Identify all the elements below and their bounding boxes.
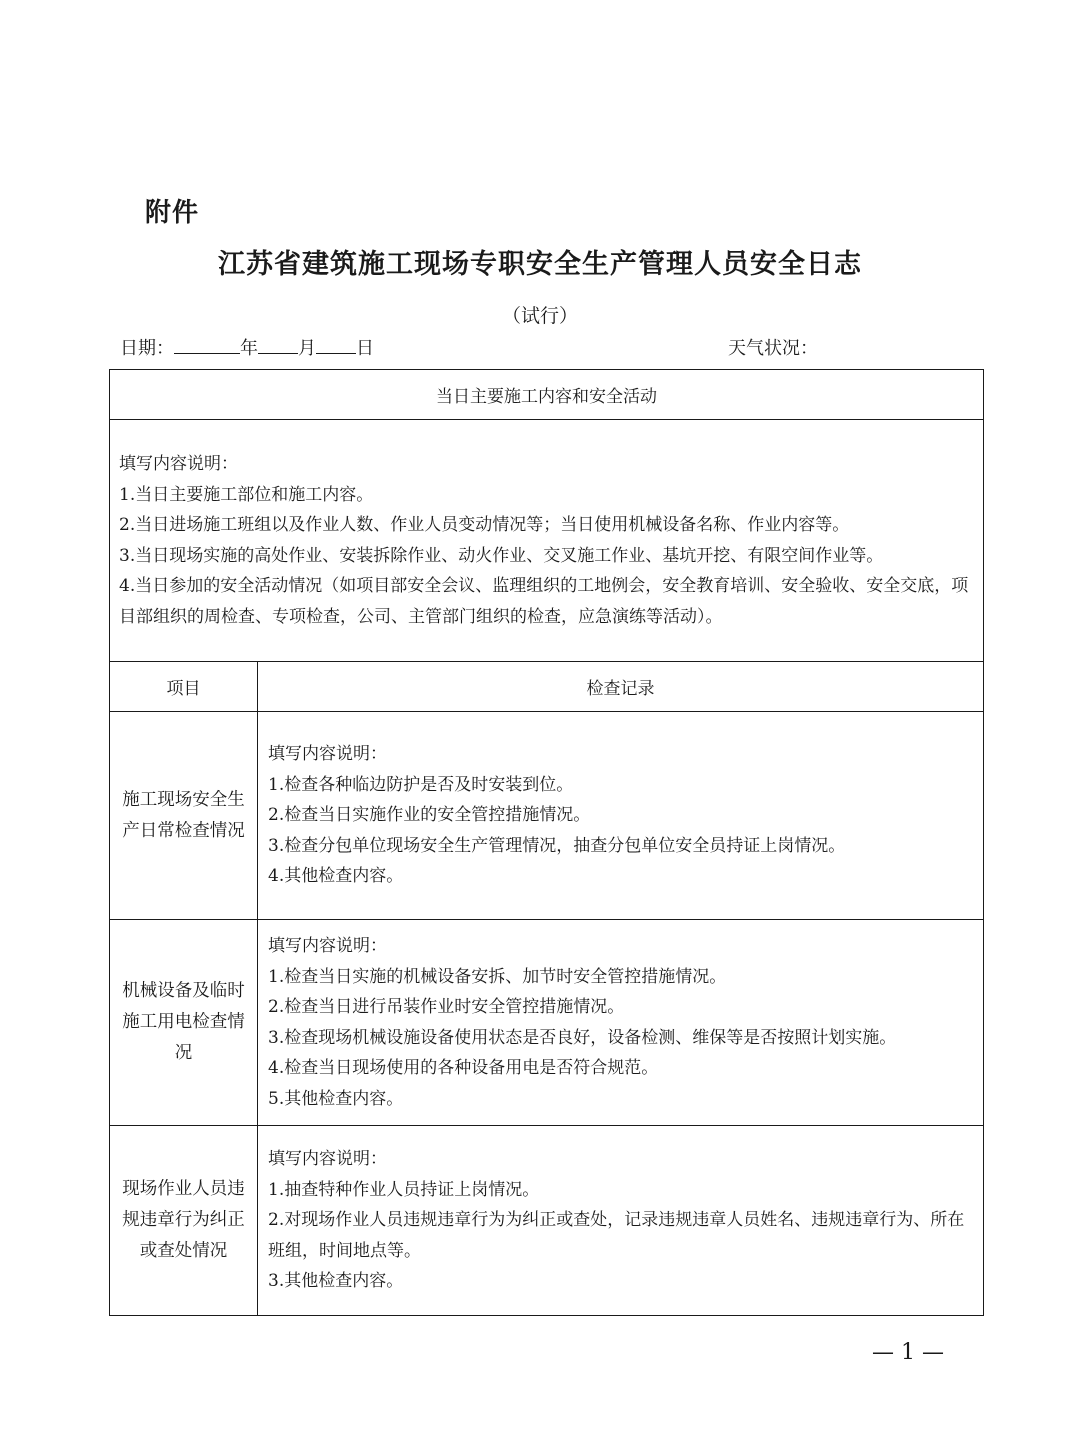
instruction-line: 3.当日现场实施的高处作业、安装拆除作业、动火作业、交叉施工作业、基坑开挖、有限空间作业等。: [119, 545, 884, 566]
instruction-line: 1.检查当日实施的机械设备安拆、加节时安全管控措施情况。: [268, 966, 727, 987]
column-header-item: 项目: [110, 662, 258, 712]
instruction-title: 填写内容说明：: [268, 936, 387, 956]
year-blank[interactable]: [174, 335, 240, 354]
table-row: [110, 1126, 984, 1316]
check-table-header-row: [110, 662, 984, 712]
instruction-line: 5.其他检查内容。: [268, 1088, 404, 1109]
main-heading-row: [110, 370, 984, 420]
instruction-line: 2.当日进场施工班组以及作业人数、作业人员变动情况等；当日使用机械设备名称、作业内容等。: [119, 515, 850, 535]
year-label: 年: [240, 338, 258, 359]
instruction-line: 4.当日参加的安全活动情况（如项目部安全会议、监理组织的工地例会，安全教育培训、安全验收、安全交底，项目部组织的周检查、专项检查，公司、主管部门组织的检查，应急演练等活动）。: [119, 576, 969, 627]
instruction-line: 1.抽查特种作业人员持证上岗情况。: [268, 1179, 540, 1200]
row-record-cell[interactable]: [258, 920, 984, 1126]
row-record-cell[interactable]: [258, 712, 984, 920]
table-row: [110, 920, 984, 1126]
instruction-title: 填写内容说明：: [119, 454, 238, 474]
instruction-line: 3.检查分包单位现场安全生产管理情况，抽查分包单位安全员持证上岗情况。: [268, 835, 846, 856]
row-item-label: 现场作业人员违规违章行为纠正或查处情况: [110, 1126, 258, 1316]
instruction-title: 填写内容说明：: [268, 1149, 387, 1170]
column-header-record: 检查记录: [258, 662, 984, 712]
safety-log-table: [109, 369, 984, 1316]
row-item-label: 施工现场安全生产日常检查情况: [110, 712, 258, 920]
instruction-title: 填写内容说明：: [268, 744, 387, 765]
document-title: 江苏省建筑施工现场专职安全生产管理人员安全日志: [218, 249, 862, 280]
page-number: — 1 —: [872, 1340, 944, 1365]
weather-label: 天气状况：: [728, 338, 818, 359]
instruction-line: 2.检查当日进行吊装作业时安全管控措施情况。: [268, 997, 625, 1017]
instruction-line: 1.当日主要施工部位和施工内容。: [119, 484, 374, 505]
row-item-label: 机械设备及临时施工用电检查情况: [110, 920, 258, 1126]
main-instructions[interactable]: [110, 420, 984, 662]
row-record-cell[interactable]: [258, 1126, 984, 1316]
instruction-line: 2.检查当日实施作业的安全管控措施情况。: [268, 805, 591, 826]
main-instructions-row: [110, 420, 984, 662]
document-subtitle: （试行）: [501, 305, 578, 327]
instruction-line: 3.检查现场机械设施设备使用状态是否良好，设备检测、维保等是否按照计划实施。: [268, 1027, 897, 1048]
date-label: 日期：: [120, 338, 174, 359]
instruction-line: 4.其他检查内容。: [268, 866, 404, 887]
month-blank[interactable]: [258, 335, 298, 354]
instruction-line: 4.检查当日现场使用的各种设备用电是否符合规范。: [268, 1058, 659, 1078]
day-blank[interactable]: [316, 335, 356, 354]
day-label: 日: [356, 338, 374, 359]
instruction-line: 1.检查各种临边防护是否及时安装到位。: [268, 774, 574, 795]
main-section-heading: 当日主要施工内容和安全活动: [110, 370, 984, 420]
instruction-line: 2.对现场作业人员违规违章行为为纠正或查处，记录违规违章人员姓名、违规违章行为、所在班组，时间地点等。: [268, 1210, 965, 1261]
month-label: 月: [298, 338, 316, 359]
instruction-line: 3.其他检查内容。: [268, 1271, 404, 1292]
date-line: [120, 334, 374, 360]
attachment-label: 附件: [145, 198, 200, 228]
table-row: [110, 712, 984, 920]
